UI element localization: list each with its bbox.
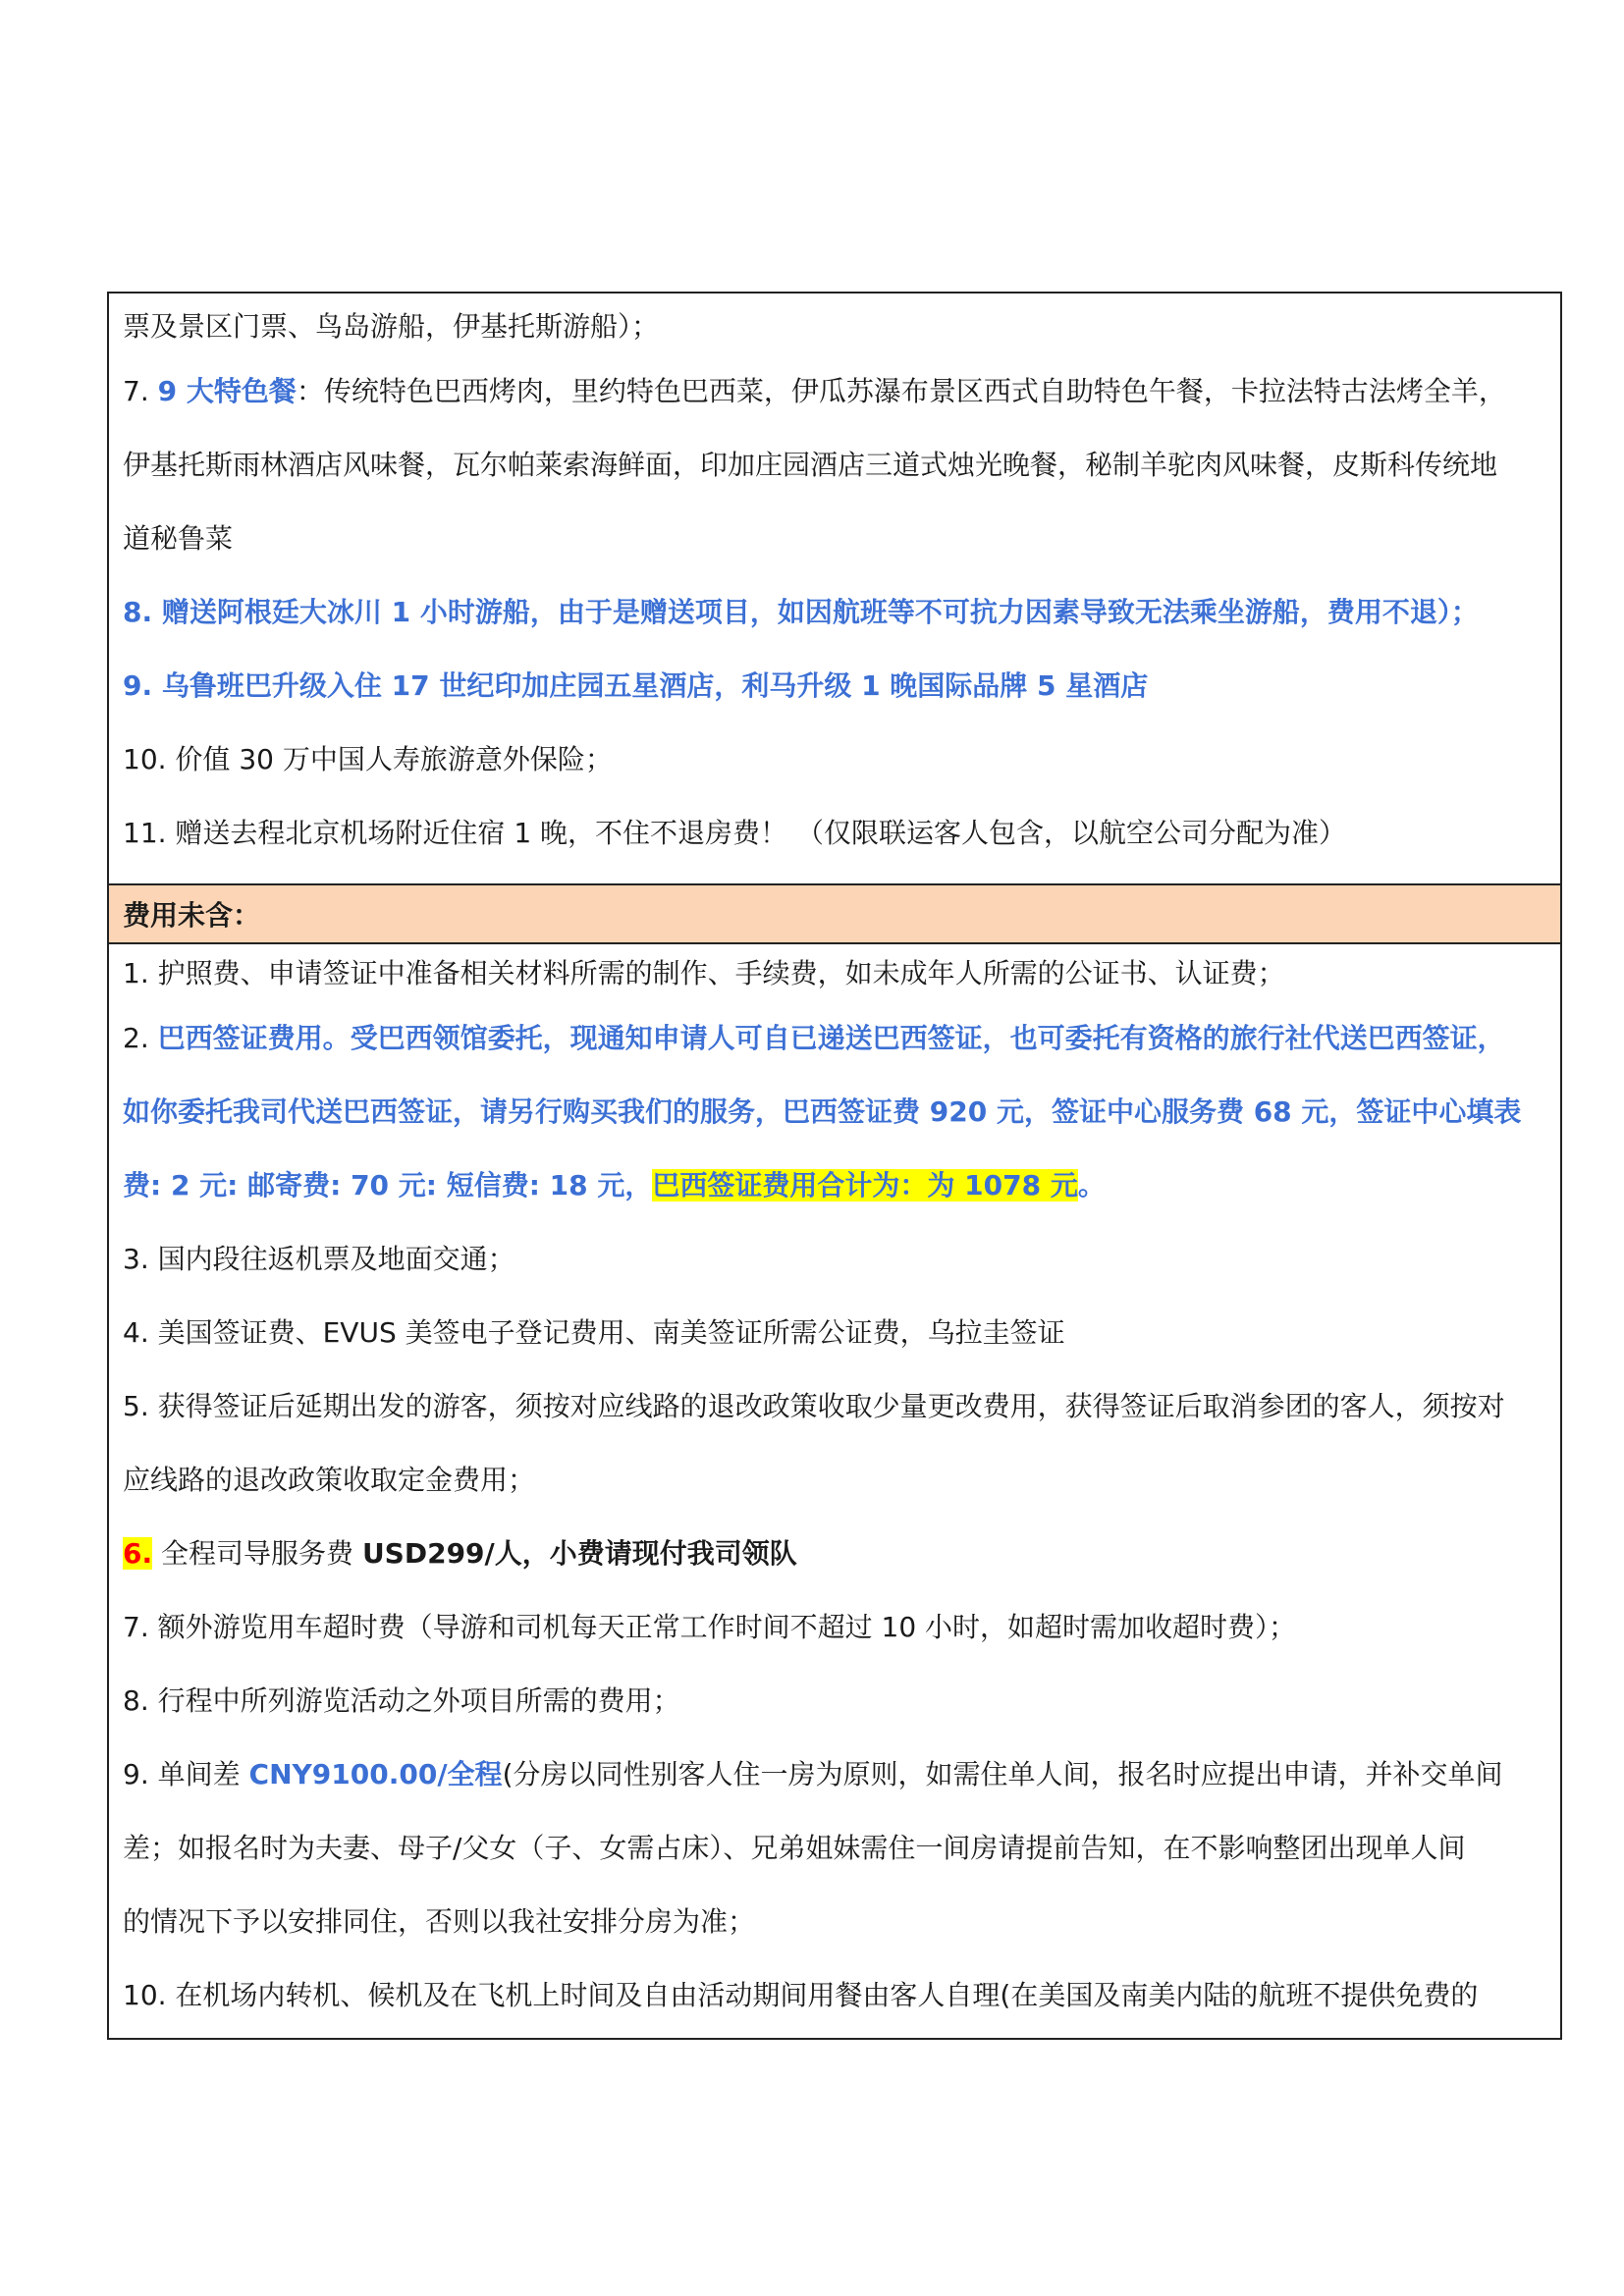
item-number: 7. — [123, 375, 158, 407]
single-room-text: (分房以同性别客人住一房为原则，如需住单人间，报名时应提出申请，并补交单间 — [502, 1758, 1503, 1790]
excluded-line-single-room — [123, 1737, 1546, 1811]
included-line-0: 票及景区门票、鸟岛游船，伊基托斯游船）； — [123, 310, 660, 343]
fee-table — [107, 292, 1562, 2040]
included-line-glacier: 8. 赠送阿根廷大冰川 1 小时游船，由于是赠送项目，如因航班等不可抗力因素导致无法乘坐游船，费用不退）； — [123, 596, 1479, 628]
single-room-label: 9. 单间差 — [123, 1758, 249, 1790]
visa-total-highlight: 巴西签证费用合计为：为 1078 元 — [652, 1169, 1078, 1201]
excluded-line-visa-total — [123, 1148, 1546, 1222]
item-number: 2. — [123, 1022, 158, 1054]
excluded-line-extra-activities: 8. 行程中所列游览活动之外项目所需的费用； — [123, 1684, 680, 1717]
excluded-line-domestic: 3. 国内段往返机票及地面交通； — [123, 1243, 515, 1275]
excluded-line-brazil-visa — [123, 1001, 1546, 1075]
included-section — [109, 294, 1560, 883]
included-line-3: 道秘鲁菜 — [123, 522, 234, 555]
guide-fee-text: 全程司导服务费 — [152, 1537, 362, 1570]
excluded-line-single-room-cont2: 的情况下予以安排同住，否则以我社安排分房为准； — [123, 1905, 756, 1938]
guide-fee-number: 6. — [123, 1537, 153, 1570]
excluded-line-overtime: 7. 额外游览用车超时费（导游和司机每天正常工作时间不超过 10 小时，如超时需加收超时费）； — [123, 1611, 1297, 1643]
excluded-line-single-room-cont: 差；如报名时为夫妻、母子/父女（子、女需占床）、兄弟姐妹需住一间房请提前告知，在不影响整团出现单人间 — [123, 1832, 1466, 1864]
included-line-airport-hotel: 11. 赠送去程北京机场附近住宿 1 晚，不住不退房费！ （仅限联运客人包含，以航空公司分配为准） — [123, 817, 1346, 849]
visa-fee-breakdown: 费: 2 元: 邮寄费: 70 元: 短信费: 18 元， — [123, 1169, 653, 1201]
included-line-2: 伊基托斯雨林酒店风味餐，瓦尔帕莱索海鲜面，印加庄园酒店三道式烛光晚餐，秘制羊驼肉风味餐，皮斯科传统地 — [123, 449, 1498, 481]
excluded-section — [109, 944, 1560, 2038]
excluded-line-visa-fees: 如你委托我司代送巴西签证，请另行购买我们的服务，巴西签证费 920 元，签证中心服务费 68 元，签证中心填表 — [123, 1095, 1522, 1128]
excluded-header: 费用未含： — [109, 883, 1560, 944]
visa-total-end: 。 — [1077, 1169, 1106, 1201]
excluded-line-postpone-cont: 应线路的退改政策收取定金费用； — [123, 1464, 536, 1496]
guide-fee-amount: USD299/人，小费请现付我司领队 — [361, 1537, 797, 1570]
included-line-hotel-upgrade: 9. 乌鲁班巴升级入住 17 世纪印加庄园五星酒店，利马升级 1 晚国际品牌 5 星酒店 — [123, 669, 1149, 702]
single-room-price: CNY9100.00/全程 — [248, 1758, 503, 1790]
excluded-line-passport: 1. 护照费、申请签证中准备相关材料所需的制作、手续费，如未成年人所需的公证书、认证费； — [123, 957, 1285, 989]
meals-text: ：传统特色巴西烤肉，里约特色巴西菜，伊瓜苏瀑布景区西式自助特色午餐，卡拉法特古法烤全羊， — [296, 375, 1506, 407]
excluded-line-postpone: 5. 获得签证后延期出发的游客，须按对应线路的退改政策收取少量更改费用，获得签证后取消参团的客人，须按对 — [123, 1390, 1505, 1422]
excluded-line-us-visa: 4. 美国签证费、EVUS 美签电子登记费用、南美签证所需公证费，乌拉圭签证 — [123, 1316, 1065, 1349]
excluded-line-meals: 10. 在机场内转机、候机及在飞机上时间及自由活动期间用餐由客人自理(在美国及南美内陆的航班不提供免费的 — [123, 1979, 1479, 2011]
brazil-visa-text: 巴西签证费用。受巴西领馆委托，现通知申请人可自已递送巴西签证，也可委托有资格的旅行社代送巴西签证， — [157, 1022, 1505, 1054]
excluded-line-guide-fee — [123, 1517, 1546, 1590]
included-line-meals — [123, 354, 1546, 428]
included-line-insurance: 10. 价值 30 万中国人寿旅游意外保险； — [123, 743, 613, 775]
meals-highlight: 9 大特色餐 — [157, 375, 297, 407]
